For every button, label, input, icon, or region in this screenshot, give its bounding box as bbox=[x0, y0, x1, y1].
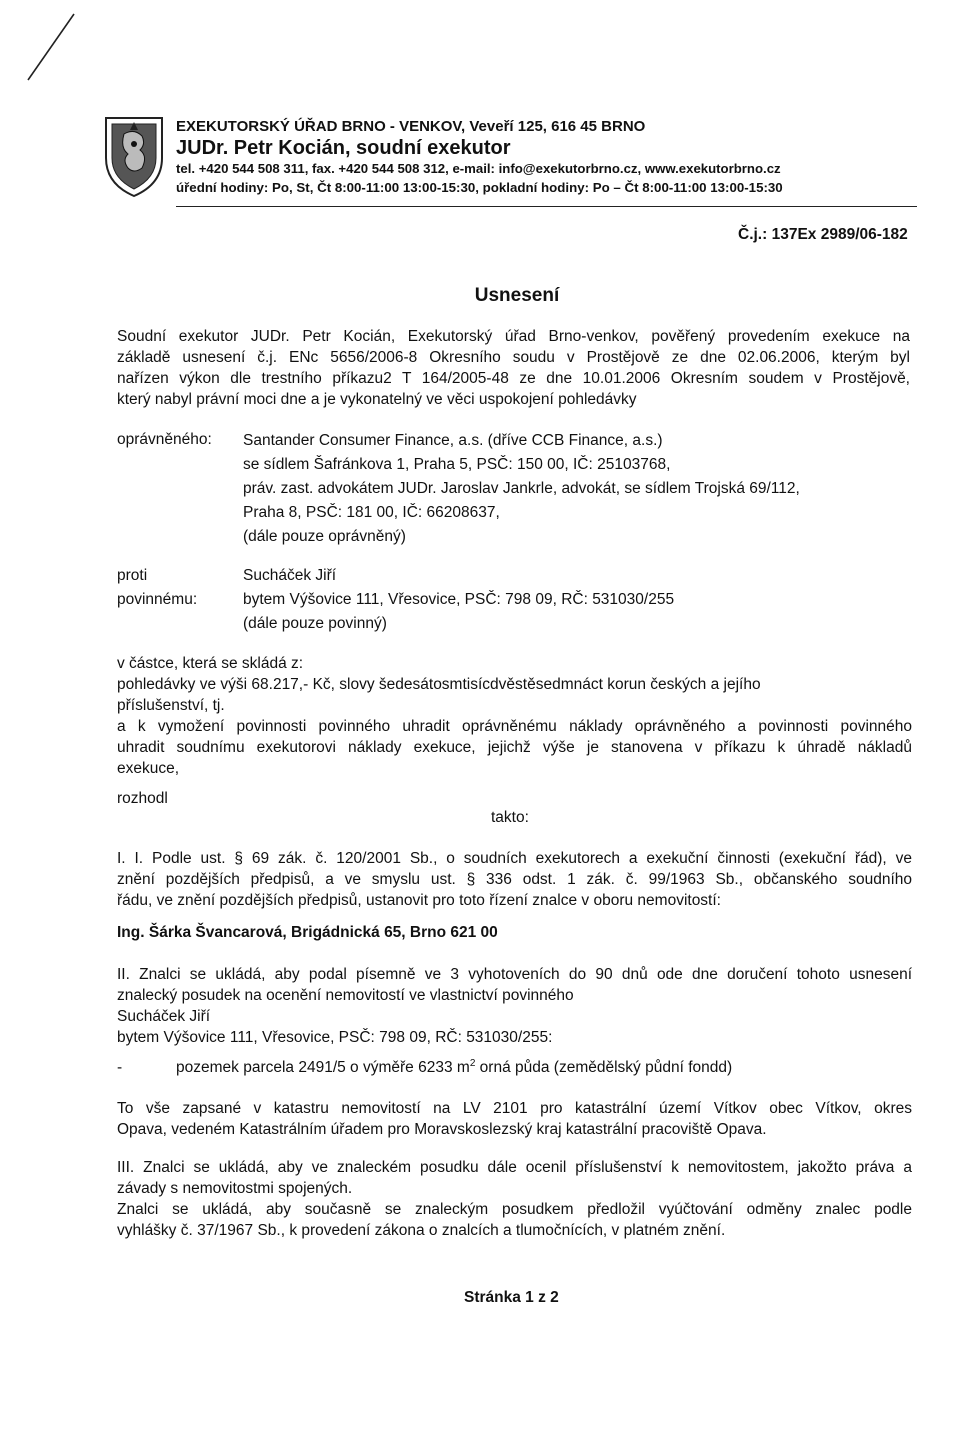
intro-line: Soudní exekutor JUDr. Petr Kocián, Exekutorský úřad Brno-venkov, pověřený provedením exekuce na bbox=[117, 328, 910, 345]
page-title bbox=[0, 285, 960, 307]
creditor-line: (dále pouze oprávněný) bbox=[243, 528, 406, 545]
coat-of-arms-logo bbox=[100, 112, 168, 200]
page-number: Stránka 1 z 2 bbox=[464, 1289, 559, 1306]
pen-mark bbox=[22, 8, 82, 88]
amount-line: exekuce, bbox=[117, 760, 180, 777]
letterhead bbox=[176, 117, 936, 197]
office-hours: úřední hodiny: Po, St, Čt 8:00-11:00 13:00-15:30, pokladní hodiny: Po – Čt 8:00-11:00 13:00-15:30 bbox=[176, 180, 783, 195]
section-three-line: Znalci se ukládá, aby současně se znaleckým posudkem předložil vyúčtování odměny znalec podle bbox=[117, 1201, 912, 1218]
amount-line: příslušenství, tj. bbox=[117, 697, 225, 714]
header-divider bbox=[176, 206, 917, 207]
property-sup: 2 bbox=[469, 1057, 476, 1069]
executor-name: JUDr. Petr Kocián, soudní exekutor bbox=[176, 137, 511, 159]
amount-line: a k vymožení povinnosti povinného uhradit oprávněnému náklady oprávněného a povinnosti povinného bbox=[117, 718, 912, 735]
section-three-line: vyhlášky č. 37/1967 Sb., k provedení zákona o znalcích a tlumočnících, v platném znění. bbox=[117, 1222, 726, 1239]
debtor-line: (dále pouze povinný) bbox=[243, 615, 387, 632]
creditor-block bbox=[243, 429, 923, 549]
intro-line: základě usnesení č.j. ENc 5656/2006-8 Okresního soudu v Prostějově ze dne 02.06.2006, kterým byl bbox=[117, 349, 910, 366]
property-text: pozemek parcela 2491/5 o výměře 6233 m bbox=[176, 1059, 470, 1076]
section-one-line: znění pozdějších předpisů, a ve smyslu ust. § 336 odst. 1 zák. č. 99/1963 Sb., občanského soudního bbox=[117, 871, 912, 888]
registry-paragraph bbox=[117, 1098, 912, 1140]
amount-section bbox=[117, 653, 912, 779]
office-address: EXEKUTORSKÝ ÚŘAD BRNO - VENKOV, Veveří 125, 616 45 BRNO bbox=[176, 118, 646, 135]
section-two-line: znalecký posudek na ocenění nemovitostí ve vlastnictví povinného bbox=[117, 987, 574, 1004]
debtor-line: bytem Výšovice 111, Vřesovice, PSČ: 798 09, RČ: 531030/255 bbox=[243, 591, 675, 608]
intro-line: nařízen výkon dle trestního příkazu2 T 164/2005-48 ze dne 10.01.2006 Okresním soudem v Prostějově, bbox=[117, 370, 910, 387]
expert-name: Ing. Šárka Švancarová, Brigádnická 65, Brno 621 00 bbox=[117, 924, 498, 941]
creditor-label: oprávněného: bbox=[117, 431, 212, 448]
registry-line: To vše zapsané v katastru nemovitostí na LV 2101 pro katastrální území Vítkov obec Vítkov, okres bbox=[117, 1100, 912, 1117]
section-three-line: závady s nemovitostmi spojených. bbox=[117, 1180, 353, 1197]
creditor-line: Praha 8, PSČ: 181 00, IČ: 66208637, bbox=[243, 504, 500, 521]
section-three bbox=[117, 1157, 912, 1241]
debtor-label-povinnemu: povinnému: bbox=[117, 591, 198, 608]
debtor-line: Sucháček Jiří bbox=[243, 567, 337, 584]
section-two-line: II. Znalci se ukládá, aby podal písemně ve 3 vyhotoveních do 90 dnů ode dne doručení tohoto usnesení bbox=[117, 966, 912, 983]
property-item bbox=[176, 1057, 732, 1078]
section-two-line: bytem Výšovice 111, Vřesovice, PSČ: 798 09, RČ: 531030/255: bbox=[117, 1029, 553, 1046]
debtor-label bbox=[117, 564, 197, 612]
section-two-line: Sucháček Jiří bbox=[117, 1008, 211, 1025]
decided-text: rozhodl bbox=[117, 790, 168, 807]
registry-line: Opava, vedeném Katastrálním úřadem pro Moravskoslezský kraj katastrální pracoviště Opava. bbox=[117, 1121, 767, 1138]
case-reference: Č.j.: 137Ex 2989/06-182 bbox=[738, 226, 908, 243]
section-two bbox=[117, 964, 912, 1048]
section-one-line: I. I. Podle ust. § 69 zák. č. 120/2001 Sb., o soudních exekutorech a exekuční činnosti (exekuční řád), ve bbox=[117, 850, 912, 867]
debtor-label-proti: proti bbox=[117, 567, 148, 584]
creditor-line: Santander Consumer Finance, a.s. (dříve CCB Finance, a.s.) bbox=[243, 432, 663, 449]
amount-line: pohledávky ve výši 68.217,- Kč, slovy šedesátosmtisícdvěstěsedmnáct korun českých a jejího bbox=[117, 676, 761, 693]
debtor-block bbox=[243, 564, 923, 636]
property-text-end: orná půda (zemědělský půdní fondd) bbox=[475, 1059, 733, 1076]
item-dash: - bbox=[117, 1059, 123, 1076]
contact-line: tel. +420 544 508 311, fax. +420 544 508 312, e-mail: info@exekutorbrno.cz, www.exekutorbrno.cz bbox=[176, 161, 781, 176]
amount-lead: v částce, která se skládá z: bbox=[117, 655, 304, 672]
intro-paragraph bbox=[117, 326, 910, 410]
section-three-line: III. Znalci se ukládá, aby ve znaleckém posudku dále ocenil příslušenství k nemovitostem, jakožto práva a bbox=[117, 1159, 912, 1176]
section-one-line: řádu, ve znění pozdějších předpisů, ustanovit pro toto řízení znalce v oboru nemovitostí: bbox=[117, 892, 721, 909]
title-text: Usnesení bbox=[474, 285, 560, 306]
creditor-line: se sídlem Šafránkova 1, Praha 5, PSČ: 150 00, IČ: 25103768, bbox=[243, 456, 671, 473]
amount-line: uhradit soudnímu exekutorovi náklady exekuce, jejichž výše je stanovena v příkazu k úhradě nákladů bbox=[117, 739, 912, 756]
intro-line: který nabyl právní moci dne a je vykonatelný ve věci uspokojení pohledávky bbox=[117, 391, 637, 408]
thus-text: takto: bbox=[491, 809, 529, 826]
section-one bbox=[117, 848, 912, 911]
creditor-line: práv. zast. advokátem JUDr. Jaroslav Jankrle, advokát, se sídlem Trojská 69/112, bbox=[243, 480, 800, 497]
